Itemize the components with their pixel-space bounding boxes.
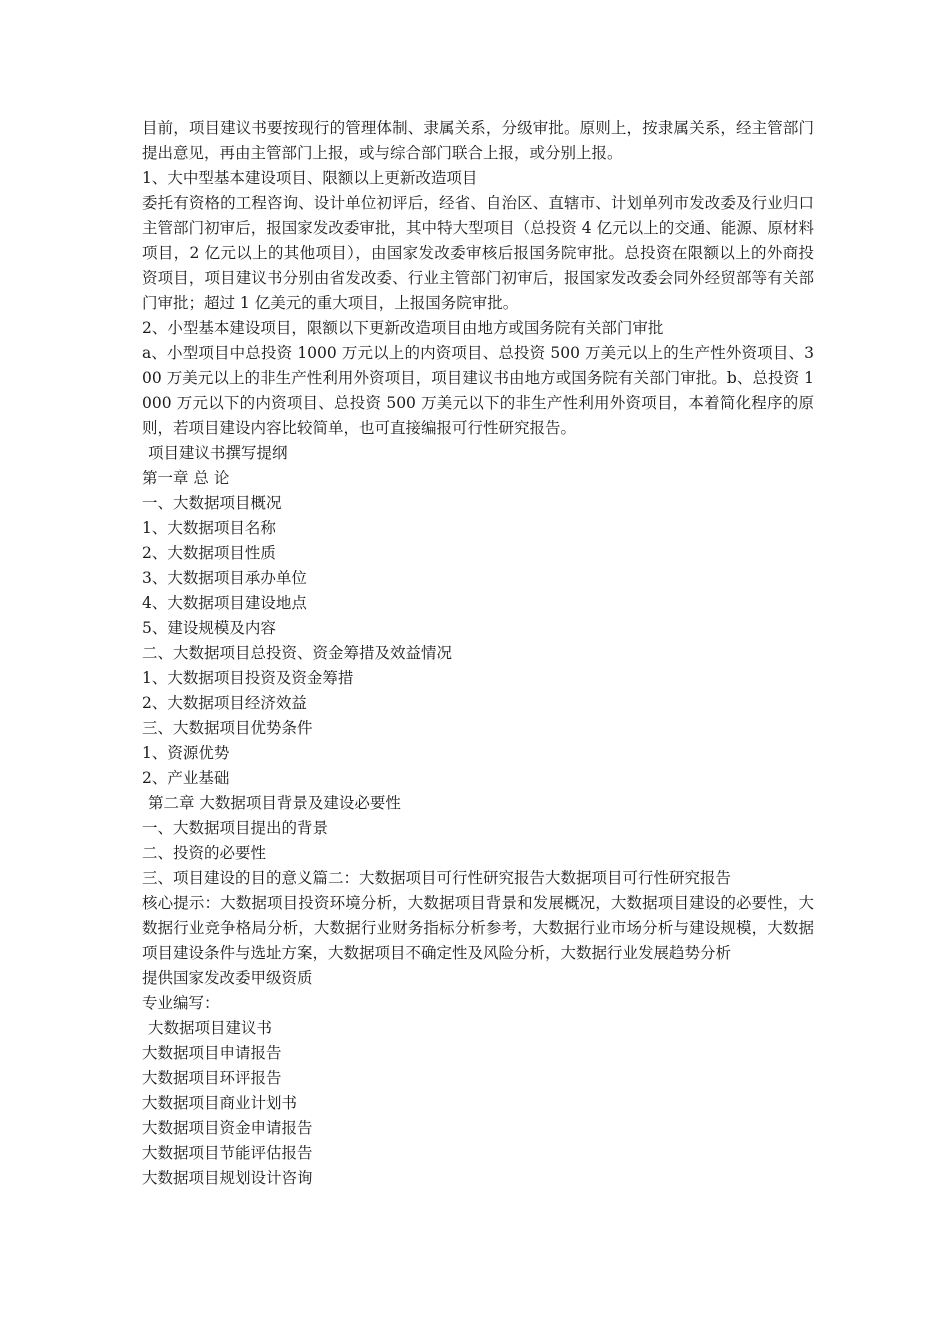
section-investment: 二、大数据项目总投资、资金筹措及效益情况 xyxy=(142,644,453,662)
list-item: 大数据项目节能评估报告 xyxy=(142,1144,313,1162)
chapter-2-title: 第二章 大数据项目背景及建设必要性 xyxy=(148,794,401,812)
list-item: 5、建设规模及内容 xyxy=(142,619,276,637)
section-necessity: 二、投资的必要性 xyxy=(142,844,267,862)
list-item: 大数据项目资金申请报告 xyxy=(142,1119,313,1137)
list-item: 2、产业基础 xyxy=(142,769,230,787)
list-item: 大数据项目申请报告 xyxy=(142,1044,282,1062)
item-small-projects: 2、小型基本建设项目，限额以下更新改造项目由地方或国务院有关部门审批 xyxy=(142,319,664,337)
list-item: 大数据项目环评报告 xyxy=(142,1069,282,1087)
list-item: 大数据项目建议书 xyxy=(148,1019,273,1037)
paragraph-core-tips: 核心提示：大数据项目投资环境分析，大数据项目背景和发展概况，大数据项目建设的必要性，大数据行业竞争格局分析，大数据行业财务指标分析参考，大数据行业市场分析与建设规模，大数据项目建设条件与选址方案，大数据项目不确定性及风险分析，大数据行业发展趋势分析 xyxy=(142,894,814,962)
list-item: 2、大数据项目经济效益 xyxy=(142,694,307,712)
section-overview: 一、大数据项目概况 xyxy=(142,494,282,512)
list-item: 大数据项目商业计划书 xyxy=(142,1094,298,1112)
section-purpose: 三、项目建设的目的意义篇二：大数据项目可行性研究报告大数据项目可行性研究报告 xyxy=(142,869,732,887)
list-item: 大数据项目规划设计咨询 xyxy=(142,1169,313,1187)
paragraph-approval-intro: 目前，项目建议书要按现行的管理体制、隶属关系，分级审批。原则上，按隶属关系，经主管部门提出意见，再由主管部门上报，或与综合部门联合上报，或分别上报。 xyxy=(142,119,814,162)
paragraph-small-projects-detail: a、小型项目中总投资 1000 万元以上的内资项目、总投资 500 万美元以上的生产性外资项目、300 万美元以上的非生产性利用外资项目，项目建议书由地方或国务院有关部门审批。b、总投资 1000 万元以下的内资项目、总投资 500 万美元以下的非生产性利用外资项目，本着简化程序的原则，若项目建设内容比较简单，也可直接编报可行性研究报告。 xyxy=(142,344,814,437)
paragraph-professional: 专业编写： xyxy=(142,994,220,1012)
list-item: 1、大数据项目投资及资金筹措 xyxy=(142,669,354,687)
list-item: 4、大数据项目建设地点 xyxy=(142,594,307,612)
list-item: 2、大数据项目性质 xyxy=(142,544,276,562)
chapter-1-title: 第一章 总 论 xyxy=(142,469,230,487)
section-background: 一、大数据项目提出的背景 xyxy=(142,819,329,837)
paragraph-large-projects-detail: 委托有资格的工程咨询、设计单位初评后，经省、自治区、直辖市、计划单列市发改委及行业归口主管部门初审后，报国家发改委审批，其中特大型项目（总投资 4 亿元以上的交通、能源、原材料项目，2 亿元以上的其他项目），由国家发改委审核后报国务院审批。总投资在限额以上的外商投资项目，项目建议书分别由省发改委、行业主管部门初审后，报国家发改委会同外经贸部等有关部门审批；超过 1 亿美元的重大项目，上报国务院审批。 xyxy=(142,194,814,312)
list-item: 1、资源优势 xyxy=(142,744,230,762)
outline-heading: 项目建议书撰写提纲 xyxy=(148,444,288,462)
list-item: 1、大数据项目名称 xyxy=(142,519,276,537)
item-large-projects: 1、大中型基本建设项目、限额以上更新改造项目 xyxy=(142,169,478,187)
list-item: 3、大数据项目承办单位 xyxy=(142,569,307,587)
document-body xyxy=(142,116,814,1191)
section-advantages: 三、大数据项目优势条件 xyxy=(142,719,313,737)
paragraph-qualification: 提供国家发改委甲级资质 xyxy=(142,969,313,987)
